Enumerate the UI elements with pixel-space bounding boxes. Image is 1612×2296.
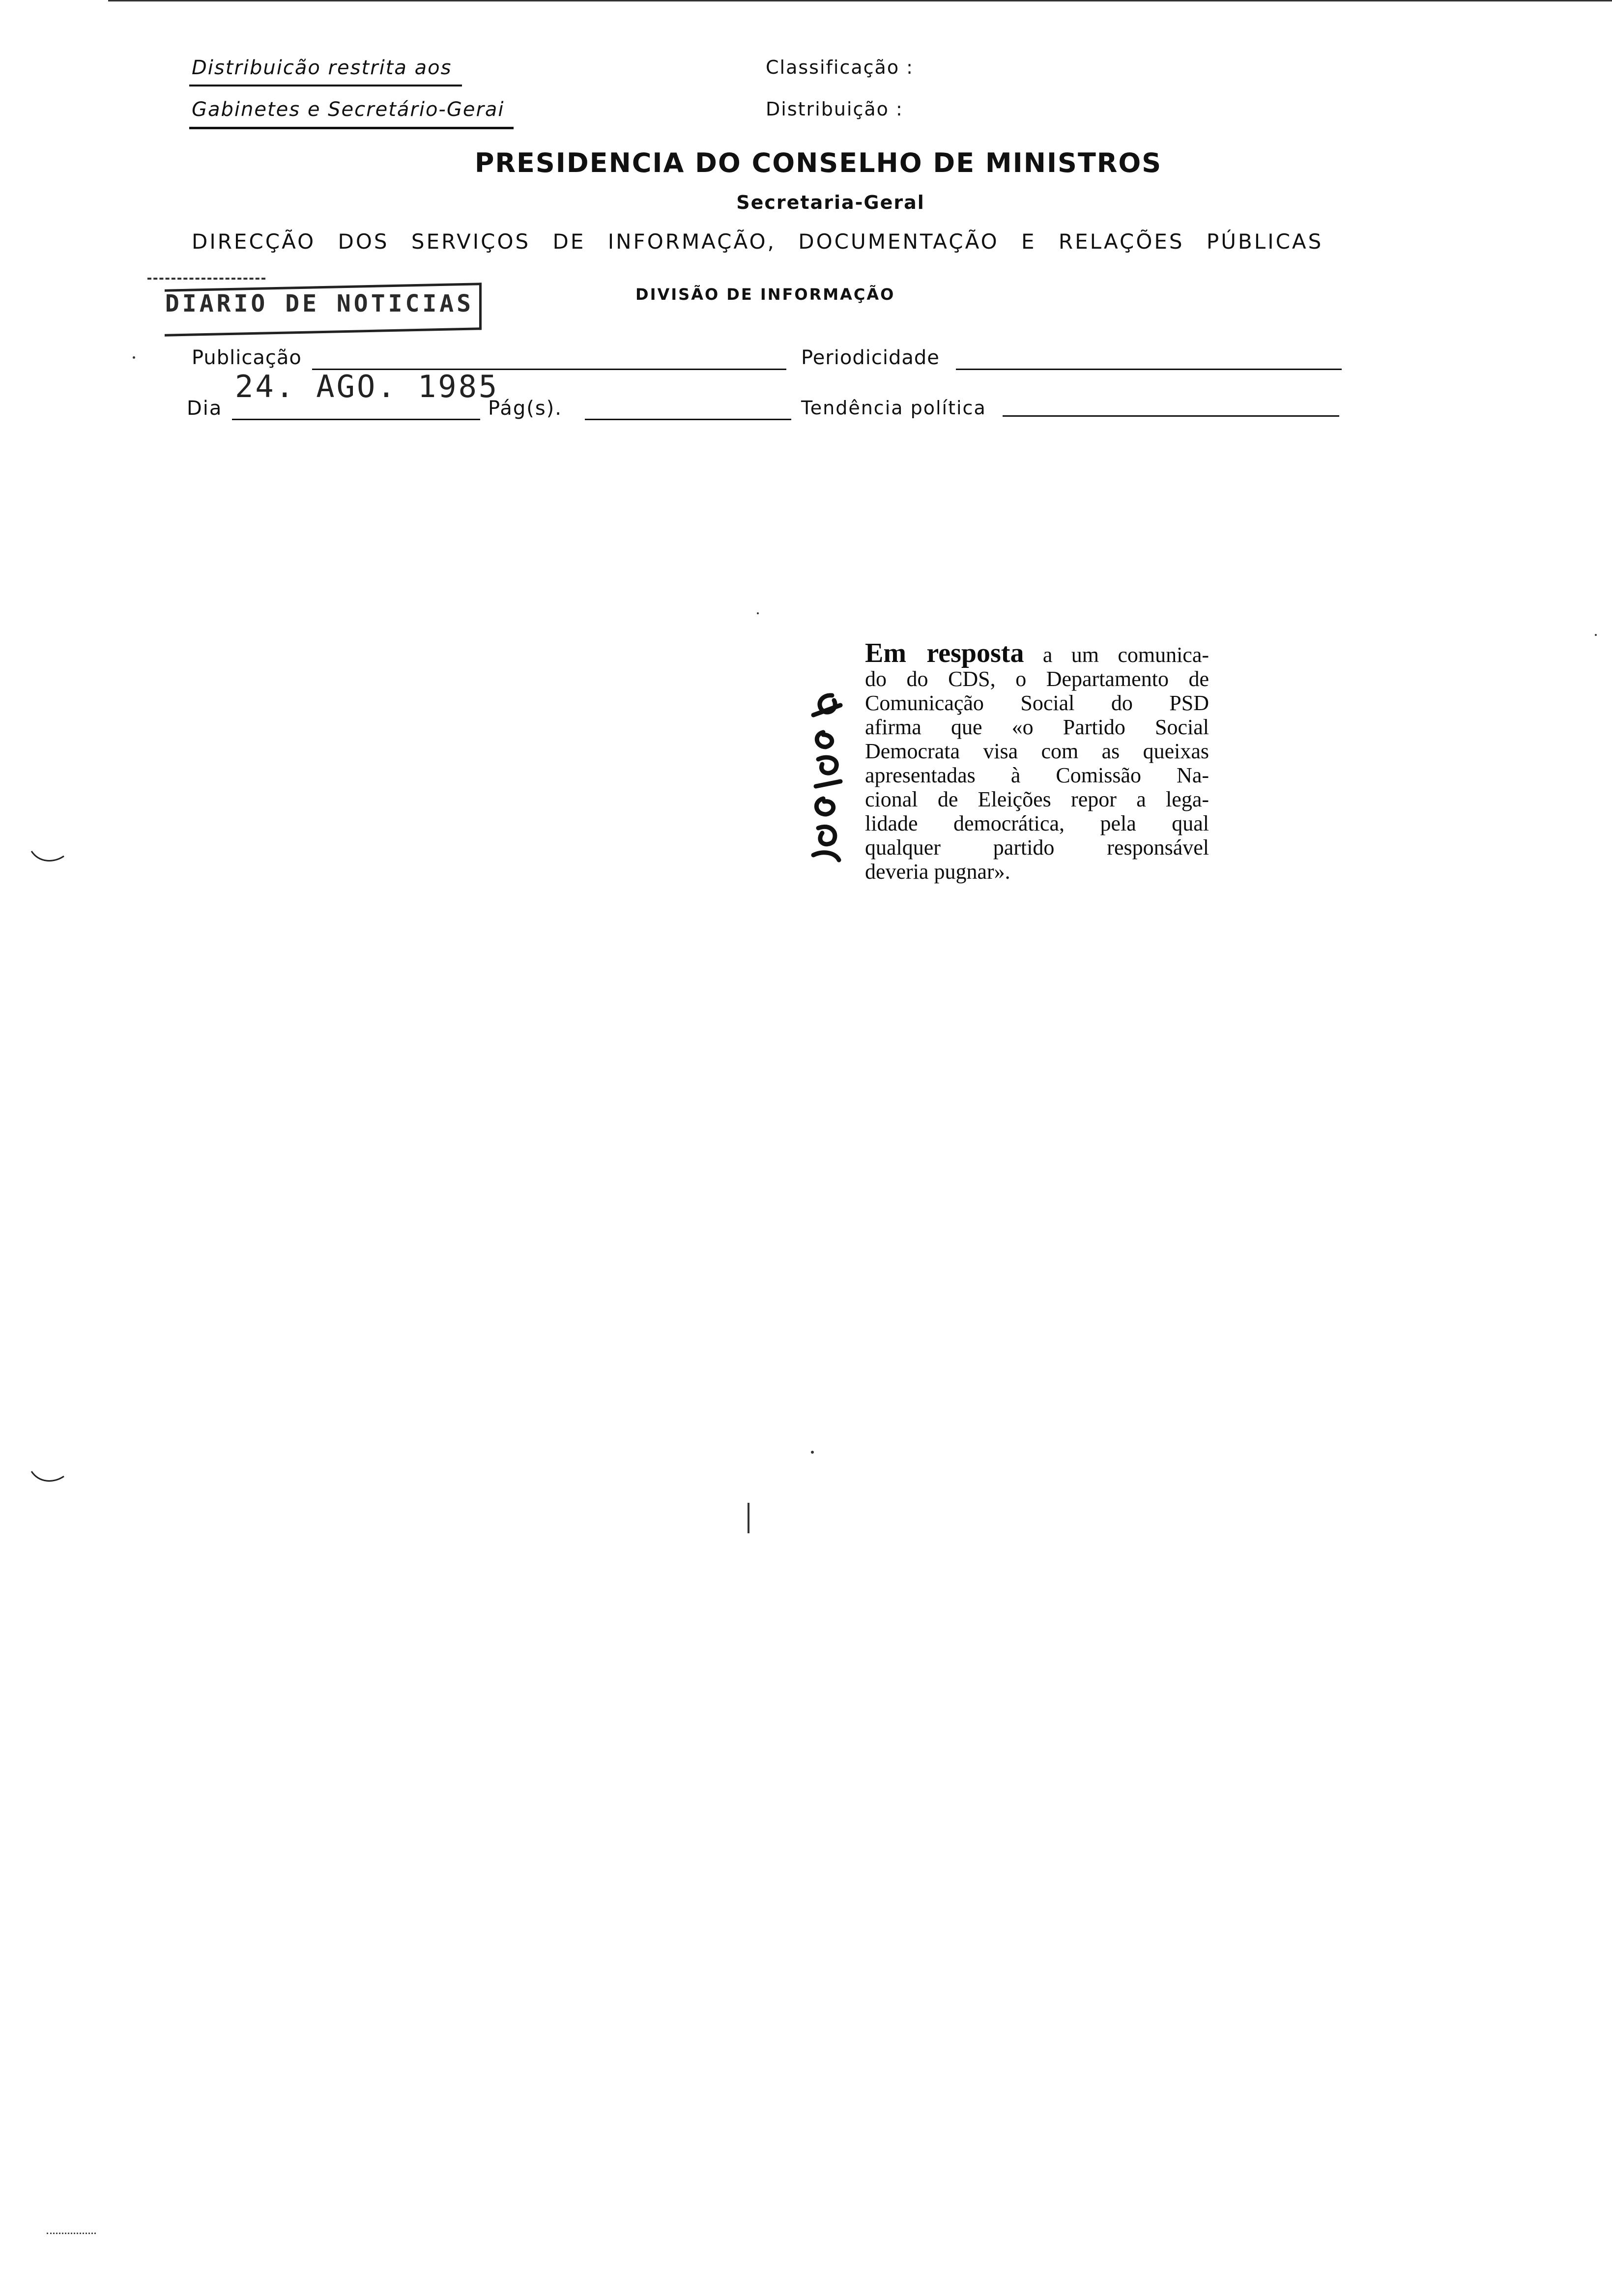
periodicidade-field-line <box>956 369 1342 370</box>
clipping-first-line <box>865 638 1209 668</box>
dia-label: Dia <box>187 397 223 420</box>
scan-speck <box>1595 634 1597 636</box>
classificacao-label: Classificação : <box>766 57 914 78</box>
publicacao-label: Publicação <box>192 346 302 369</box>
distribuicao-label: Distribuição : <box>766 98 903 120</box>
clipping-line: do do CDS, o Departamento de <box>865 667 1209 691</box>
distribution-restriction-line-2: Gabinetes e Secretário-Gerai <box>192 98 505 121</box>
tendencia-label: Tendência política <box>801 397 986 419</box>
scan-speck <box>757 612 759 614</box>
punch-hole-mark-icon <box>30 849 65 864</box>
pags-label: Pág(s). <box>488 397 562 420</box>
pags-field-line <box>585 419 791 420</box>
clipping-line: apresentadas à Comissão Na- <box>865 763 1209 787</box>
institution-title: PRESIDENCIA DO CONSELHO DE MINISTROS <box>474 147 1162 178</box>
dia-field-line <box>232 419 480 420</box>
distribution-underline <box>189 85 462 86</box>
clipping-lead: Em resposta <box>865 638 1024 668</box>
distribution-restriction-line-1: Distribuicão restrita aos <box>192 57 452 79</box>
tendencia-field-line <box>1003 415 1339 417</box>
scan-mark <box>47 2233 96 2236</box>
top-edge-rule <box>108 0 1612 1</box>
clipping-line: lidade democrática, pela qual <box>865 811 1209 835</box>
institution-subtitle: Secretaria-Geral <box>736 192 925 213</box>
clipping-line: Comunicação Social do PSD <box>865 691 1209 715</box>
clipping-line: qualquer partido responsável <box>865 835 1209 860</box>
distribution-underline <box>189 127 514 129</box>
clipping-line: deveria pugnar». <box>865 860 1010 884</box>
clipping-line: cional de Eleições repor a lega- <box>865 787 1209 811</box>
newspaper-clipping <box>865 638 1209 884</box>
clipping-line: afirma que «o Partido Social <box>865 715 1209 739</box>
stamp-publication-name: DIARIO DE NOTICIAS <box>165 290 474 317</box>
scan-speck <box>133 356 135 359</box>
handwritten-annotation-icon <box>794 686 853 872</box>
publication-stamp <box>145 279 487 334</box>
periodicidade-label: Periodicidade <box>801 346 940 369</box>
punch-hole-mark-icon <box>30 1469 65 1484</box>
direction-heading: DIRECÇÃO DOS SERVIÇOS DE INFORMAÇÃO, DOCUMENTAÇÃO E RELAÇÕES PÚBLICAS <box>192 230 1324 254</box>
division-heading: DIVISÃO DE INFORMAÇÃO <box>635 285 895 304</box>
scan-mark <box>748 1503 749 1533</box>
clipping-line: Democrata visa com as queixas <box>865 739 1209 763</box>
date-stamp: 24. AGO. 1985 <box>235 369 499 404</box>
scan-speck <box>811 1451 814 1454</box>
clipping-line: a um comunica- <box>1042 643 1209 667</box>
